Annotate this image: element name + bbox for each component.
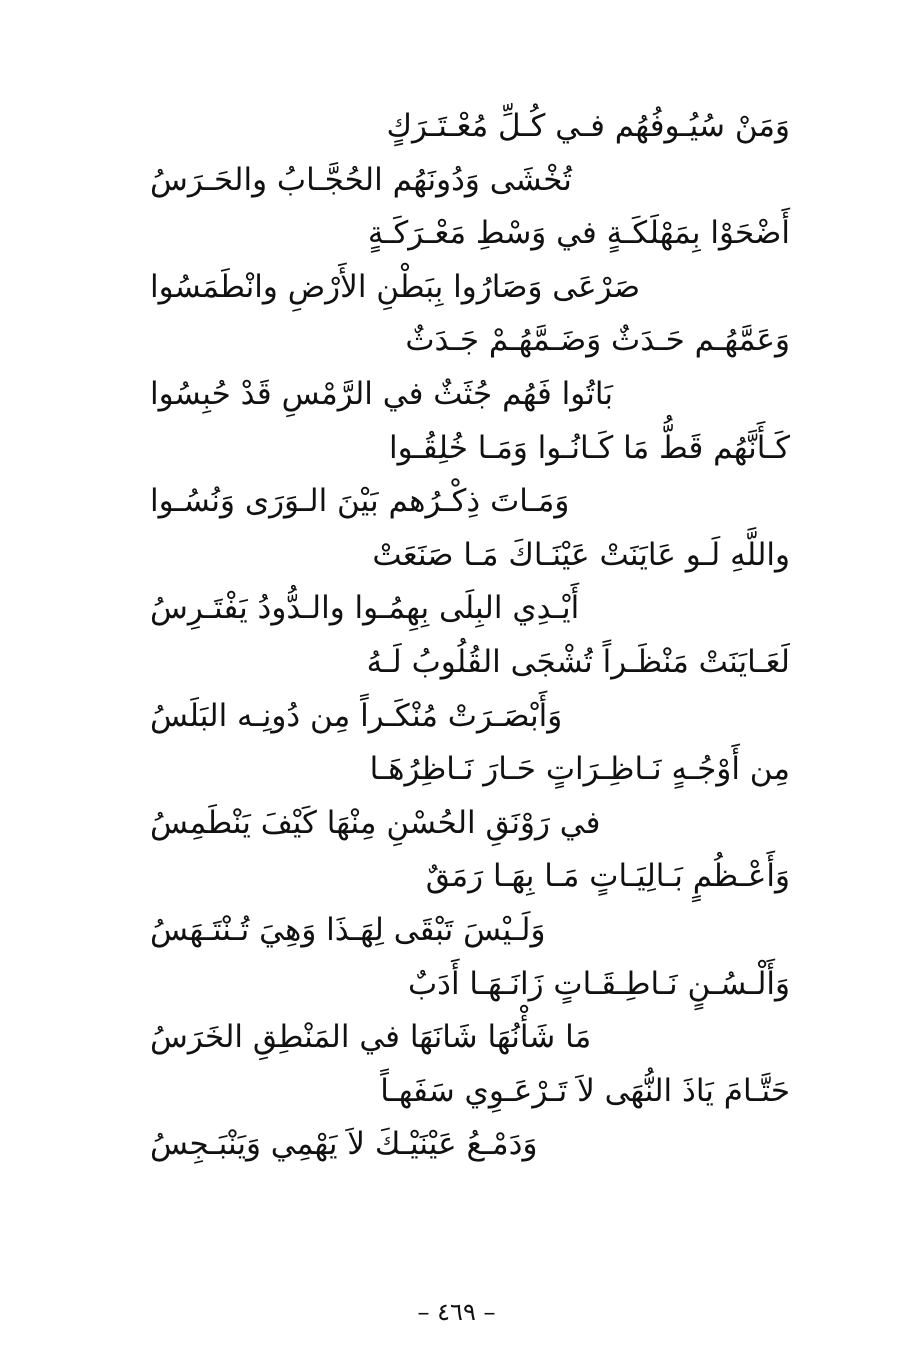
verse-line: أَيْـدِي البِلَى بِهِمُـوا والـدُّودُ يَفْتَـرِسُ <box>150 590 580 627</box>
verse-line: مَا شَأْنُهَا شَانَهَا في المَنْطِقِ الخَرَسُ <box>150 1019 592 1056</box>
verse-line: وَأَلْـسُـنٍ نَـاطِـقَـاتٍ زَانَـهَـا أَدَبٌ <box>407 965 790 1002</box>
verse-line: وَدَمْـعُ عَيْنَيْـكَ لاَ يَهْمِي وَيَنْبَـجِسُ <box>150 1126 538 1163</box>
verse-line: حَتَّـامَ يَاذَ النُّهَى لاَ تَـرْعَـوِي سَفَهـاً <box>380 1072 790 1109</box>
verse-line: لَعَـايَنَتْ مَنْظَـراً تُشْجَى القُلُوبُ لَـهُ <box>366 643 790 680</box>
verse-line: أَضْحَوْا بِمَهْلَكَـةٍ في وَسْطِ مَعْـرَكَـةٍ <box>367 215 790 252</box>
verse-line: بَاتُوا فَهُم جُثَثٌ في الرَّمْسِ قَدْ حُبِسُوا <box>150 375 613 412</box>
verse-line: وَعَمَّهُـم حَـدَثٌ وَضَـمَّهُـمْ جَـدَثٌ <box>405 322 790 359</box>
verse-line: وَمَنْ سُيُـوفُهُم فـي كُـلِّ مُعْـتَـرَكٍ <box>386 108 790 144</box>
verse-line: كَـأَنَّهُم قَطُّ مَا كَـانُـوا وَمَـا خُلِقُـوا <box>389 429 790 466</box>
verse-line: وَلَـيْسَ تَبْقَى لِهَـذَا وَهِيَ تُـنْتَـهَسُ <box>150 911 546 948</box>
verse-line: مِن أَوْجُـهٍ نَـاظِـرَاتٍ حَـارَ نَـاظِرُهَـا <box>369 751 790 788</box>
verse-line: صَرْعَى وَصَارُوا بِبَطْنِ الأَرْضِ وانْطَمَسُوا <box>150 268 641 305</box>
verse-line: تُخْشَى وَدُونَهُم الحُجَّـابُ والحَـرَسُ <box>150 161 572 198</box>
page-number: – ٤٦٩ – <box>417 1298 496 1326</box>
verse-line: وَمَـاتَ ذِكْـرُهم بَيْنَ الـوَرَى وَنُسُـوا <box>150 483 570 520</box>
verse-line: وَأَبْصَـرَتْ مُنْكَـراً مِن دُونِـه البَلَسُ <box>150 697 563 734</box>
verse-line: واللَّهِ لَـو عَايَنَتْ عَيْنَـاكَ مَـا صَنَعَتْ <box>372 536 790 573</box>
poem-verses <box>150 100 790 1172</box>
verse-line: في رَوْنَقِ الحُسْنِ مِنْهَا كَيْفَ يَنْطَمِسُ <box>150 804 601 841</box>
verse-line: وَأَعْـظُمٍ بَـالِيَـاتٍ مَـا بِهَـا رَمَقٌ <box>425 858 790 895</box>
